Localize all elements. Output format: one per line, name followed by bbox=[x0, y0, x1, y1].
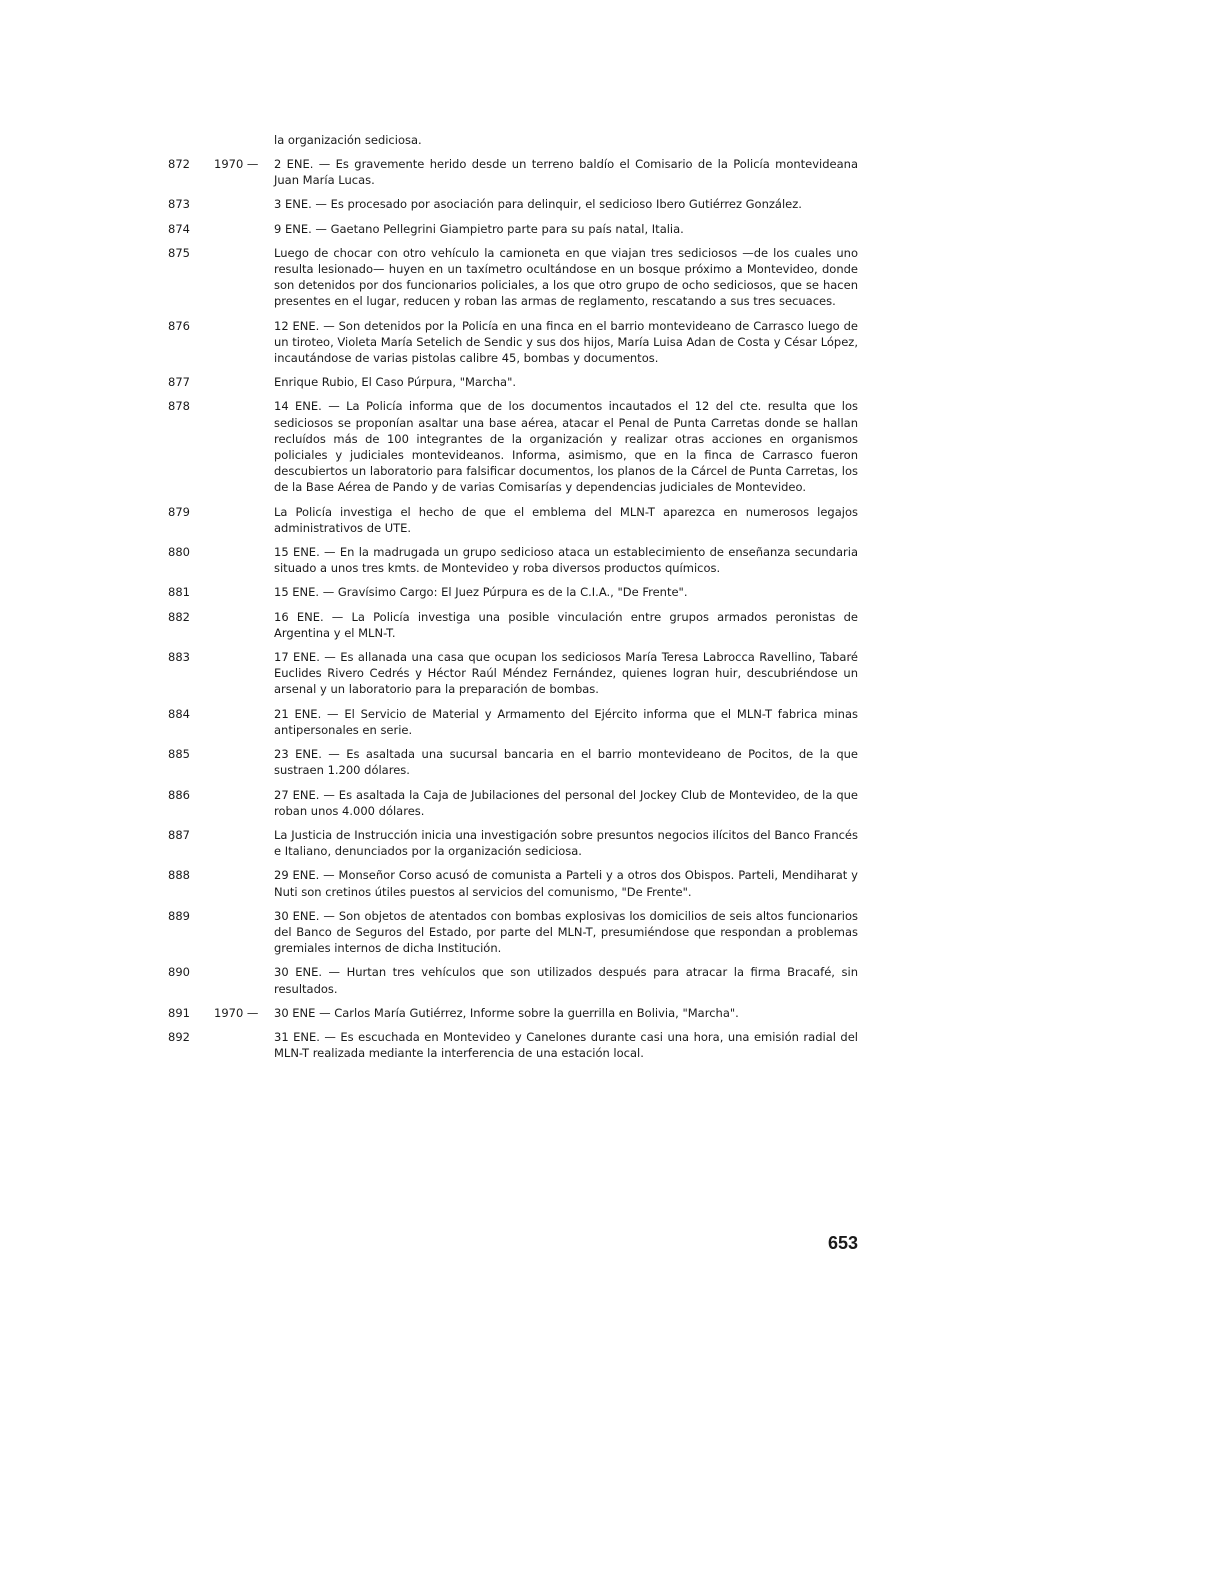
chronology-entry bbox=[0, 504, 1224, 536]
entry-number: 887 bbox=[168, 827, 190, 842]
chronology-entry bbox=[0, 964, 1224, 996]
entry-number: 886 bbox=[168, 787, 190, 802]
chronology-entry bbox=[0, 398, 1224, 495]
entry-text: 14 ENE. — La Policía informa que de los documentos incautados el 12 del cte. resulta que los sediciosos se proponían asaltar una base aérea, atacar el Penal de Punta Carretas donde se hallan recluídos más de 100 integrantes de la organización y realizar otras acciones en organismos policiales y judiciales montevideanos. Informa, asimismo, que en la finca de Carrasco fueron descubiertos un laboratorio para falsificar documentos, los planos de la Cárcel de Punta Carretas, los de la Base Aérea de Pando y de varias Comisarías y dependencias judiciales de Montevideo. bbox=[274, 399, 858, 495]
entry-number: 890 bbox=[168, 965, 190, 980]
entry-year: 1970 — bbox=[214, 157, 259, 171]
entry-text: La Policía investiga el hecho de que el emblema del MLN-T aparezca en numerosos legajos administrativos de UTE. bbox=[274, 504, 858, 535]
chronology-entries bbox=[0, 156, 1224, 1069]
entry-text: 15 ENE. — Gravísimo Cargo: El Juez Púrpura es de la C.I.A., "De Frente". bbox=[274, 585, 688, 600]
entry-text: 31 ENE. — Es escuchada en Montevideo y Canelones durante casi una hora, una emisión radial del MLN-T realizada mediante la interferencia de una estación local. bbox=[274, 1029, 858, 1061]
entry-text: 29 ENE. — Monseñor Corso acusó de comunista a Parteli y a otros dos Obispos. Parteli, Mendiharat y Nuti son cretinos útiles puestos al servicios del comunismo, "De Frente". bbox=[274, 868, 858, 899]
entry-text: 27 ENE. — Es asaltada la Caja de Jubilaciones del personal del Jockey Club de Montevideo, de la que roban unos 4.000 dólares. bbox=[274, 787, 858, 818]
entry-number: 881 bbox=[168, 585, 190, 600]
chronology-entry bbox=[0, 746, 1224, 778]
continuation-text: la organización sediciosa. bbox=[274, 133, 422, 147]
entry-text: 9 ENE. — Gaetano Pellegrini Giampietro parte para su país natal, Italia. bbox=[274, 221, 684, 236]
entry-number: 880 bbox=[168, 545, 190, 560]
entry-year: 1970 — bbox=[214, 1005, 259, 1020]
entry-number: 892 bbox=[168, 1029, 190, 1044]
chronology-entry bbox=[0, 245, 1224, 310]
entry-text: 23 ENE. — Es asaltada una sucursal bancaria en el barrio montevideano de Pocitos, de la que sustraen 1.200 dólares. bbox=[274, 747, 858, 778]
entry-text: 30 ENE — Carlos María Gutiérrez, Informe sobre la guerrilla en Bolivia, "Marcha". bbox=[274, 1005, 739, 1020]
chronology-entry bbox=[0, 318, 1224, 367]
chronology-entry bbox=[0, 908, 1224, 957]
chronology-entry bbox=[0, 609, 1224, 641]
entry-text: La Justicia de Instrucción inicia una investigación sobre presuntos negocios ilícitos del Banco Francés e Italiano, denunciados por la organización sediciosa. bbox=[274, 827, 858, 859]
chronology-entry bbox=[0, 1029, 1224, 1061]
entry-text: 30 ENE. — Hurtan tres vehículos que son utilizados después para atracar la firma Bracafé, sin resultados. bbox=[274, 965, 858, 996]
chronology-entry bbox=[0, 221, 1224, 237]
chronology-entry bbox=[0, 706, 1224, 738]
chronology-entry bbox=[0, 374, 1224, 390]
entry-text: 3 ENE. — Es procesado por asociación para delinquir, el sedicioso Ibero Gutiérrez González. bbox=[274, 197, 802, 212]
entry-number: 889 bbox=[168, 908, 190, 923]
chronology-entry bbox=[0, 867, 1224, 899]
entry-text: 21 ENE. — El Servicio de Material y Armamento del Ejército informa que el MLN-T fabrica minas antipersonales en serie. bbox=[274, 706, 858, 737]
page-number: 653 bbox=[827, 1233, 858, 1253]
entry-text: 15 ENE. — En la madrugada un grupo sedicioso ataca un establecimiento de enseñanza secundaria situado a unos tres kmts. de Montevideo y roba diversos productos químicos. bbox=[274, 545, 858, 576]
entry-text: Luego de chocar con otro vehículo la camioneta en que viajan tres sediciosos —de los cuales uno resulta lesionado— huyen en un taxímetro ocultándose en un bosque próximo a Montevideo, donde son detenidos por dos funcionarios policiales, a los que otro grupo de ocho sediciosos, que se hacen presentes en el lugar, reducen y roban las armas de reglamento, rescatando a sus tres secuaces. bbox=[274, 245, 858, 309]
entry-number: 872 bbox=[168, 157, 190, 171]
entry-number: 879 bbox=[168, 504, 190, 519]
chronology-entry bbox=[0, 787, 1224, 819]
entry-number: 884 bbox=[168, 706, 190, 721]
chronology-entry bbox=[0, 156, 1224, 188]
entry-number: 883 bbox=[168, 650, 190, 665]
entry-text: 16 ENE. — La Policía investiga una posible vinculación entre grupos armados peronistas de Argentina y el MLN-T. bbox=[274, 609, 858, 640]
chronology-entry bbox=[0, 827, 1224, 859]
entry-number: 877 bbox=[168, 375, 190, 390]
entry-number: 874 bbox=[168, 221, 190, 236]
entry-number: 885 bbox=[168, 747, 190, 762]
chronology-entry bbox=[0, 196, 1224, 212]
entry-number: 876 bbox=[168, 318, 190, 333]
entry-text: 2 ENE. — Es gravemente herido desde un terreno baldío el Comisario de la Policía montevideana Juan María Lucas. bbox=[274, 157, 858, 188]
chronology-entry bbox=[0, 584, 1224, 600]
entry-number: 878 bbox=[168, 399, 190, 414]
entry-number: 891 bbox=[168, 1005, 190, 1020]
entry-text: Enrique Rubio, El Caso Púrpura, "Marcha". bbox=[274, 375, 517, 390]
entry-text: 17 ENE. — Es allanada una casa que ocupan los sediciosos María Teresa Labrocca Ravellino, Tabaré Euclides Rivero Cedrés y Héctor Raúl Méndez Fernández, quienes logran huir, descubriéndose un arsenal y un laboratorio para la preparación de bombas. bbox=[274, 650, 858, 697]
chronology-entry bbox=[0, 649, 1224, 698]
chronology-entry bbox=[0, 1005, 1224, 1021]
entry-number: 888 bbox=[168, 868, 190, 883]
entry-number: 875 bbox=[168, 245, 190, 260]
chronology-entry bbox=[0, 544, 1224, 576]
entry-number: 873 bbox=[168, 197, 190, 212]
entry-text: 12 ENE. — Son detenidos por la Policía en una finca en el barrio montevideano de Carrasco luego de un tiroteo, Violeta María Setelich de Sendic y sus dos hijos, María Luisa Adan de Costa y César López, incautándose de varias pistolas calibre 45, bombas y documentos. bbox=[274, 318, 859, 366]
entry-number: 882 bbox=[168, 609, 190, 624]
entry-text: 30 ENE. — Son objetos de atentados con bombas explosivas los domicilios de seis altos funcionarios del Banco de Seguros del Estado, por parte del MLN-T, presumiéndose que respondan a problemas gremiales internos de dicha Institución. bbox=[274, 908, 858, 956]
